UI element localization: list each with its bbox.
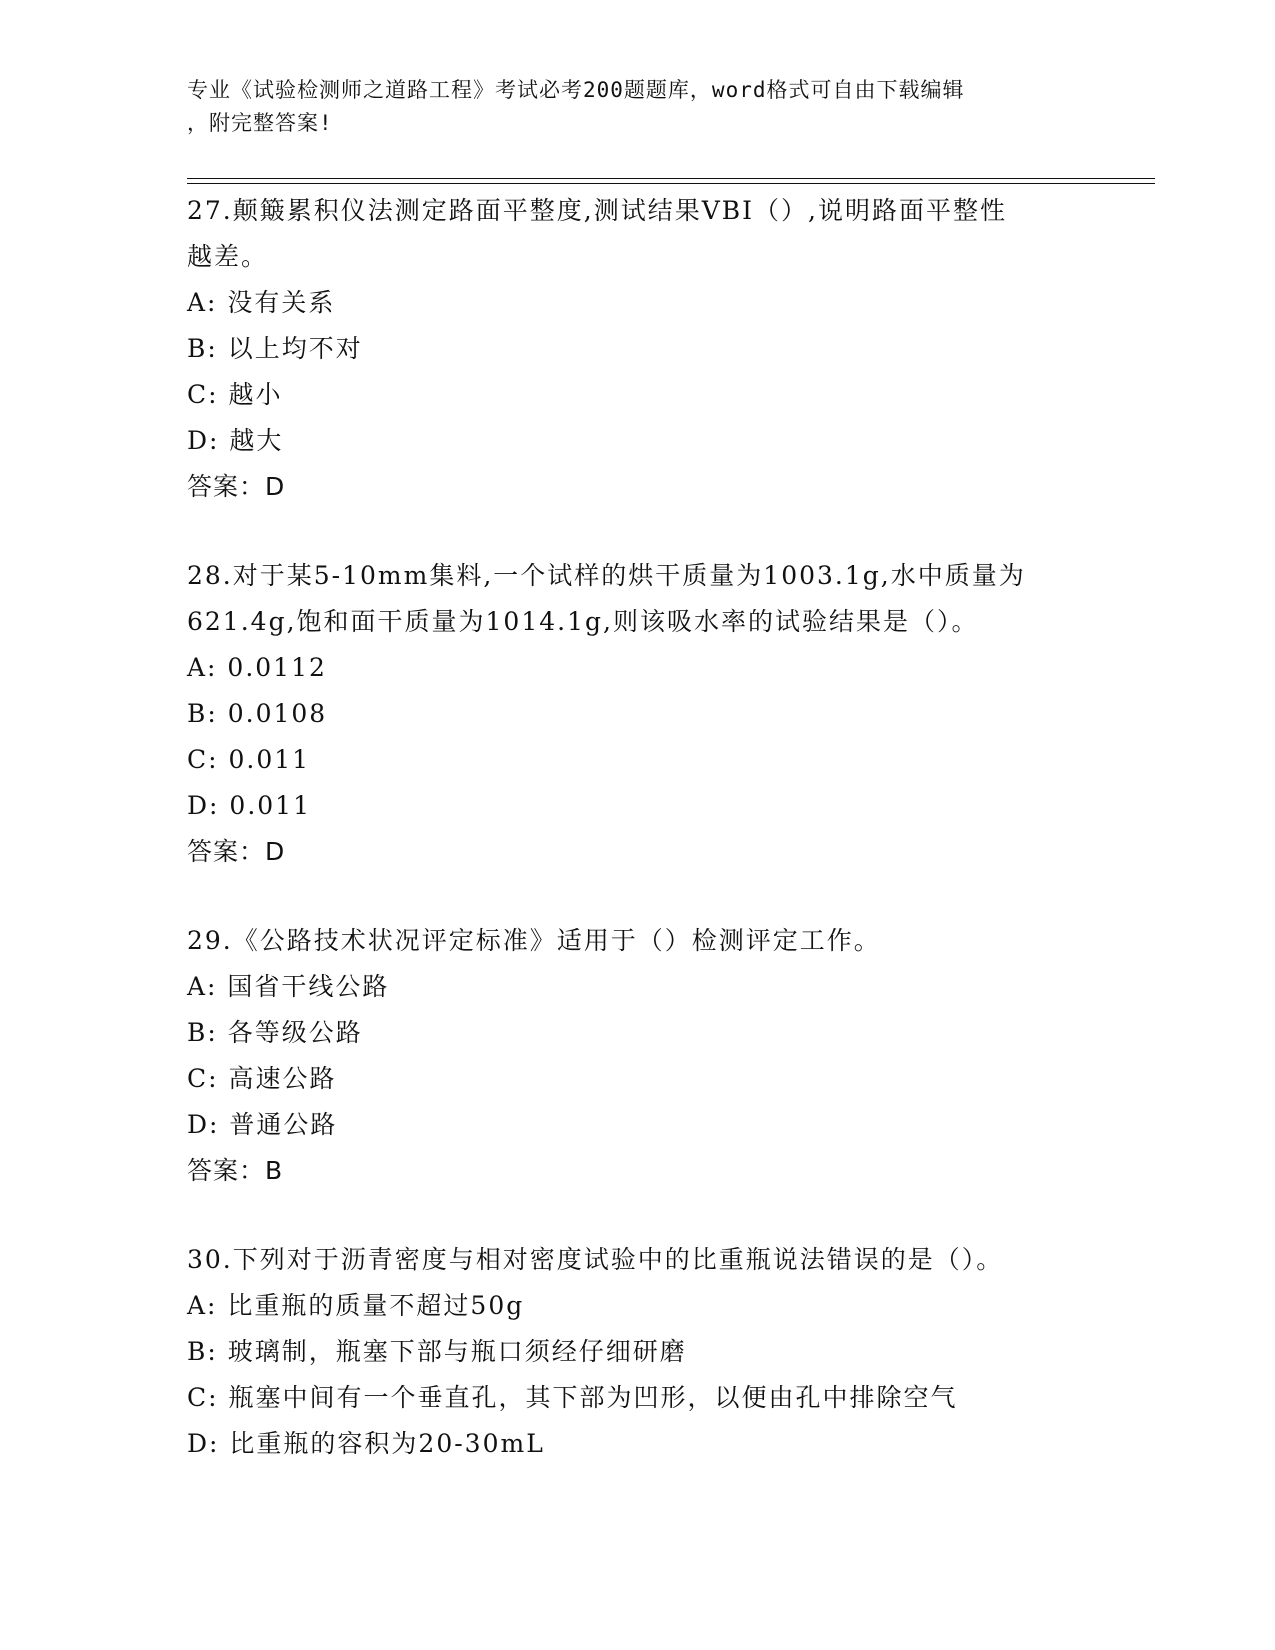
question-27	[187, 188, 1087, 510]
header-title-line: 专业《试验检测师之道路工程》考试必考200题题库，word格式可自由下载编辑	[187, 78, 965, 102]
option-d: D: 越大	[187, 426, 284, 455]
option-a: A: 比重瓶的质量不超过50g	[187, 1291, 525, 1320]
option-c: C: 高速公路	[187, 1064, 337, 1093]
option-a: A: 国省干线公路	[187, 972, 390, 1001]
option-c: C: 越小	[187, 380, 283, 409]
question-stem-continued: 越差。	[187, 242, 269, 271]
question-stem: 29.《公路技术状况评定标准》适用于（）检测评定工作。	[187, 926, 881, 955]
question-28	[187, 553, 1087, 875]
option-c: C: 瓶塞中间有一个垂直孔，其下部为凹形，以便由孔中排除空气	[187, 1383, 958, 1412]
header-divider-top	[187, 178, 1155, 179]
question-30	[187, 1237, 1087, 1467]
document-header	[187, 74, 1067, 140]
option-d: D: 比重瓶的容积为20-30mL	[187, 1429, 545, 1458]
option-d: D: 0.011	[187, 791, 311, 820]
question-stem: 30.下列对于沥青密度与相对密度试验中的比重瓶说法错误的是（）。	[187, 1245, 1004, 1274]
option-a: A: 0.0112	[187, 653, 327, 682]
option-a: A: 没有关系	[187, 288, 336, 317]
option-b: B: 玻璃制，瓶塞下部与瓶口须经仔细研磨	[187, 1337, 687, 1366]
option-b: B: 0.0108	[187, 699, 328, 728]
option-b: B: 各等级公路	[187, 1018, 363, 1047]
question-stem: 27.颠簸累积仪法测定路面平整度,测试结果VBI（）,说明路面平整性	[187, 196, 1007, 225]
answer-line: 答案：B	[187, 1156, 284, 1185]
answer-line: 答案：D	[187, 837, 286, 866]
option-c: C: 0.011	[187, 745, 311, 774]
header-divider-bottom	[187, 183, 1155, 184]
question-stem: 28.对于某5-10mm集料,一个试样的烘干质量为1003.1g,水中质量为	[187, 561, 1026, 590]
header-title-line-continued: ，附完整答案!	[187, 111, 333, 135]
option-d: D: 普通公路	[187, 1110, 338, 1139]
question-stem-continued: 621.4g,饱和面干质量为1014.1g,则该吸水率的试验结果是（）。	[187, 607, 979, 636]
question-29	[187, 918, 1087, 1194]
option-b: B: 以上均不对	[187, 334, 363, 363]
answer-line: 答案：D	[187, 472, 286, 501]
